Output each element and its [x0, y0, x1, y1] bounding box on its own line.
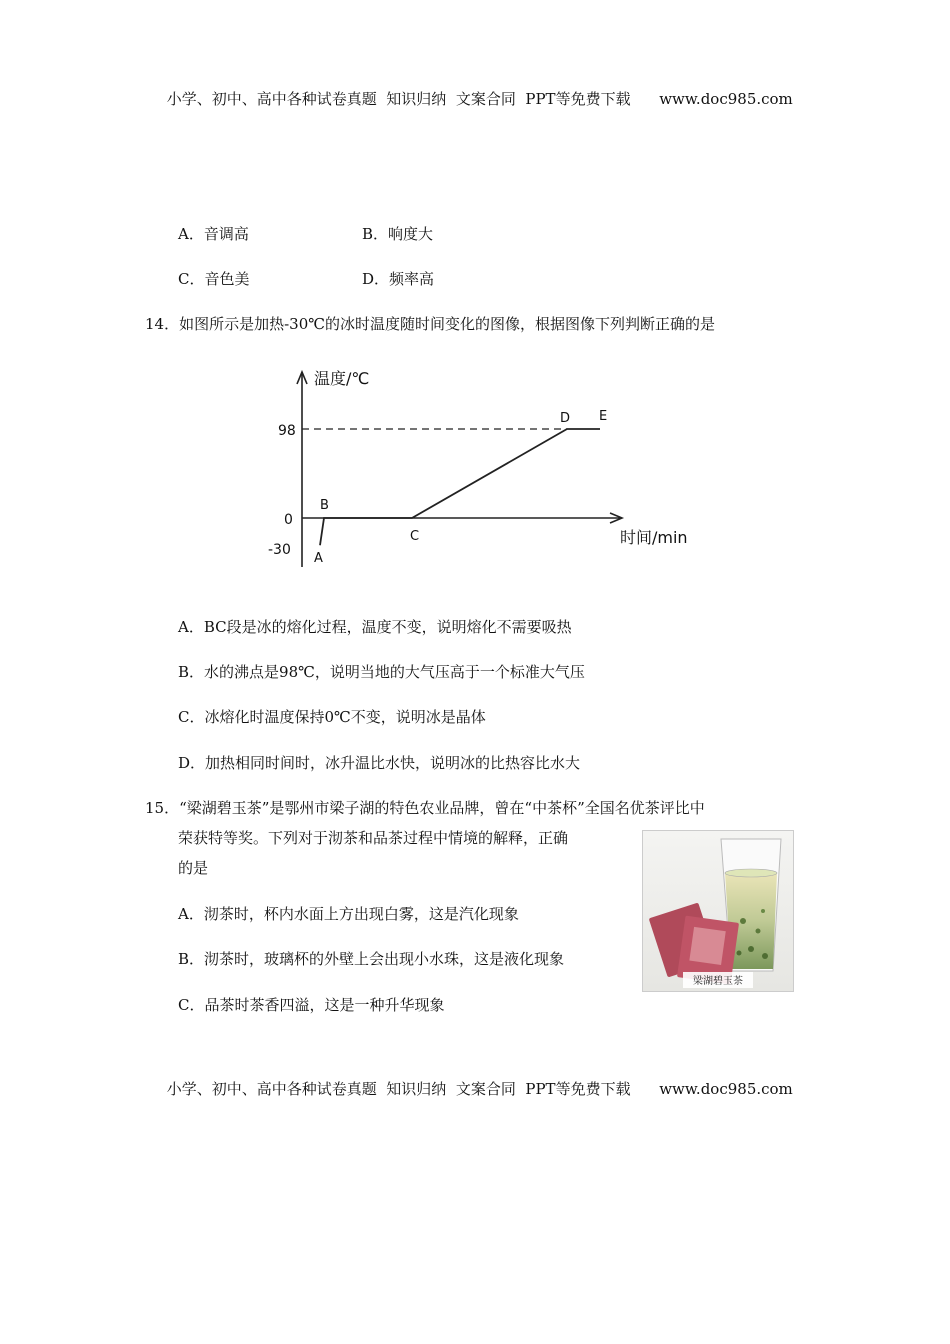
point-label-e: E	[599, 409, 608, 424]
q15-stem-line2: 荣获特等奖。下列对于沏茶和品茶过程中情境的解释，正确	[178, 829, 569, 847]
q14-option-c: C．冰熔化时温度保持0℃不变，说明冰是晶体	[178, 708, 486, 726]
footer-url: www.doc985.com	[659, 1080, 793, 1098]
header-url: www.doc985.com	[659, 90, 793, 108]
footer-text: 小学、初中、高中各种试卷真题 知识归纳 文案合同 PPT等免费下载	[166, 1080, 631, 1098]
y-tick-minus30: -30	[268, 542, 291, 558]
point-label-d: D	[560, 411, 571, 426]
q14-option-d: D．加热相同时间时，冰升温比水快，说明冰的比热容比水大	[178, 754, 581, 772]
point-label-c: C	[410, 529, 420, 544]
q14-option-b: B．水的沸点是98℃，说明当地的大气压高于一个标准大气压	[178, 663, 585, 681]
q15-option-c: C．品茶时茶香四溢，这是一种升华现象	[178, 996, 445, 1014]
q15-option-a: A．沏茶时，杯内水面上方出现白雾，这是汽化现象	[178, 905, 519, 923]
x-axis-label: 时间/min	[620, 528, 688, 547]
page-footer	[0, 1060, 950, 1099]
q14-stem: 14．如图所示是加热-30℃的冰时温度随时间变化的图像，根据图像下列判断正确的是	[145, 315, 716, 333]
point-label-b: B	[320, 498, 329, 513]
q13-option-a: A．音调高	[178, 225, 249, 243]
header-text: 小学、初中、高中各种试卷真题 知识归纳 文案合同 PPT等免费下载	[166, 90, 631, 108]
y-tick-0: 0	[284, 512, 293, 528]
temperature-time-chart	[262, 362, 722, 577]
point-label-a: A	[314, 551, 323, 566]
photo-caption: 梁湖碧玉茶	[693, 976, 743, 987]
q15-stem-line3: 的是	[178, 859, 209, 877]
q14-option-a: A．BC段是冰的熔化过程，温度不变，说明熔化不需要吸热	[178, 618, 572, 636]
y-axis-label: 温度/℃	[314, 369, 370, 388]
page-header	[0, 70, 950, 109]
y-tick-98: 98	[278, 423, 296, 439]
tea-photo	[642, 830, 794, 992]
q15-stem-line1: 15．“梁湖碧玉茶”是鄂州市梁子湖的特色农业品牌，曾在“中茶杯”全国名优茶评比中	[145, 799, 705, 817]
q15-option-b: B．沏茶时，玻璃杯的外壁上会出现小水珠，这是液化现象	[178, 950, 565, 968]
q13-option-b: B．响度大	[362, 225, 434, 243]
temperature-curve	[320, 429, 600, 545]
q13-option-d: D．频率高	[362, 270, 435, 288]
q13-option-c: C．音色美	[178, 270, 250, 288]
